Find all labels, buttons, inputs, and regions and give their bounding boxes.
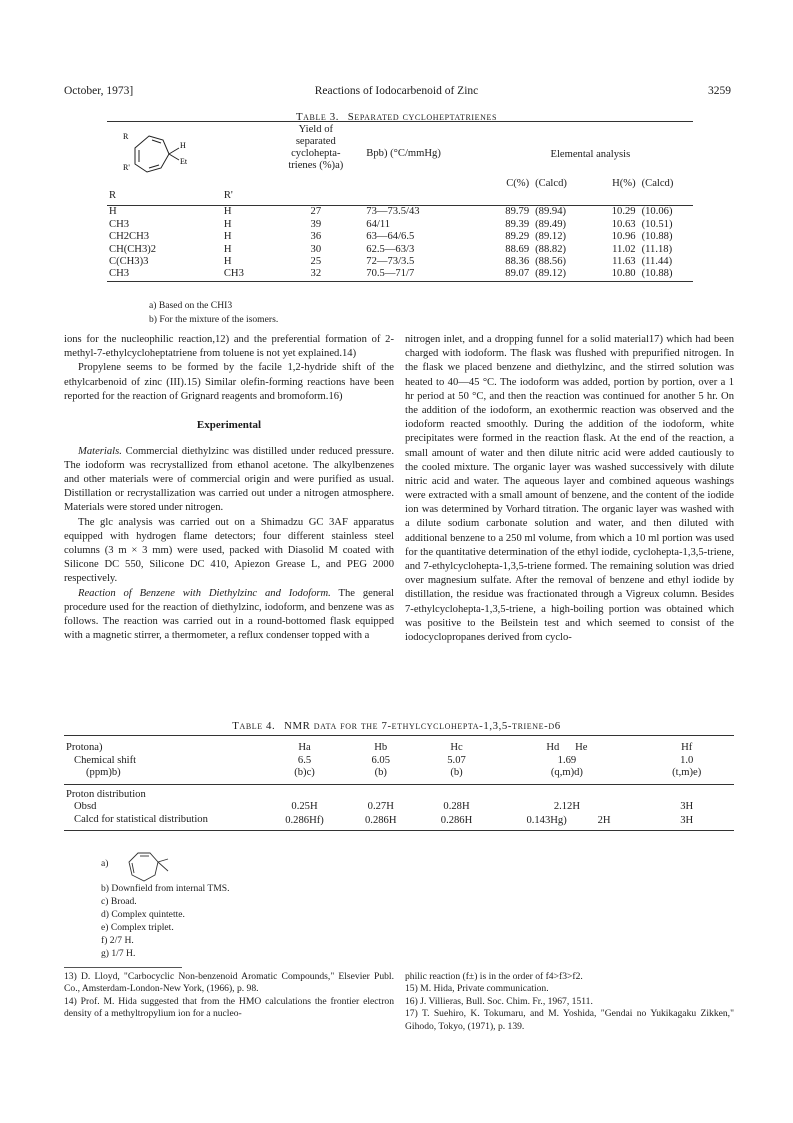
cell-h: 10.29 bbox=[611, 206, 636, 218]
table4-calcd-d: 0.143Hg) bbox=[494, 814, 568, 830]
cell-bp: 63—64/6.5 bbox=[366, 231, 415, 243]
cell-rprime: CH3 bbox=[222, 268, 275, 281]
cell-r: H bbox=[109, 206, 117, 218]
table4-shift-a: 6.5 bbox=[297, 754, 312, 766]
cell-c: 89.07 bbox=[488, 268, 531, 281]
paragraph-glc: The glc analysis was carried out on a Shimadzu GC 3AF apparatus equipped with hydrogen flame detectors; four different stainless steel columns (3 m × 3 mm) were used, packed with Diasolid M coated with Silicone DC 550, Silicone DC 410, Apiezon Grease L, and PEG 2000 respectively. bbox=[64, 516, 394, 585]
table4-shift-de: 1.69 bbox=[557, 754, 577, 766]
cell-rprime: H bbox=[223, 231, 232, 243]
cell-bp: 62.5—63/3 bbox=[366, 243, 415, 255]
table4-calcd-c: 0.286H bbox=[419, 814, 495, 830]
cell-bp: 64/11 bbox=[366, 218, 391, 230]
table4-obsd-de: 2.12H bbox=[553, 801, 581, 813]
table4-footnote-c: c) Broad. bbox=[101, 896, 137, 907]
cell-c: 89.39 bbox=[505, 218, 530, 230]
table4-caption-label: Table 4. bbox=[232, 720, 276, 732]
table4-row-proton bbox=[64, 736, 734, 755]
references-right bbox=[405, 971, 734, 1033]
paragraph-text: The general procedure used for the reaction of diethylzinc, iodoform, and benzene was as follows. The reaction was carried out in a round-bottomed flask equipped with a magnetic stirrer, a thermometer, a reflux condenser topped with a bbox=[64, 587, 394, 642]
table4-row-distribution bbox=[64, 784, 734, 801]
cell-h: 10.63 bbox=[611, 218, 636, 230]
table-row bbox=[107, 231, 693, 243]
table4-footnote-b: b) Downfield from internal TMS. bbox=[101, 883, 230, 894]
table3-header-r: R bbox=[107, 190, 222, 206]
paragraph: Propylene seems to be formed by the facile 1,2-hydride shift of the ethylcarbenoid of zinc (III).15) Similar olefin-forming reactions have been reported for the reaction of Grignard reagents and bromoform.16) bbox=[64, 362, 394, 402]
table4-mult-b: (b) bbox=[343, 767, 419, 784]
cell-h-calcd: (10.88) bbox=[638, 268, 693, 281]
structure-label-h: H bbox=[180, 141, 186, 150]
table-row bbox=[64, 814, 734, 830]
table4-caption bbox=[0, 719, 793, 733]
table4-calcd-e: 2H bbox=[569, 814, 640, 830]
table3-caption-label: Table 3. bbox=[295, 111, 340, 123]
table4-mult-de: (q,m)d) bbox=[494, 767, 639, 784]
reference-14-continued: philic reaction (f±) is in the order of f4>f3>f2. bbox=[405, 971, 583, 982]
structure-label-r: R bbox=[123, 132, 129, 141]
cell-h-calcd: (10.06) bbox=[641, 206, 673, 218]
cell-c: 88.36 bbox=[505, 256, 530, 268]
table4-calcd-a: 0.286Hf) bbox=[266, 814, 343, 830]
cell-h: 11.63 bbox=[612, 256, 636, 268]
cell-bp: 72—73/3.5 bbox=[366, 256, 415, 268]
table4-proton-c: Hc bbox=[419, 736, 495, 755]
table4-footnote-g: g) 1/7 H. bbox=[101, 948, 136, 959]
cell-c-calcd: (88.56) bbox=[535, 256, 567, 268]
cell-h: 11.02 bbox=[612, 243, 636, 255]
paragraph-reaction bbox=[64, 587, 394, 644]
table3-caption-title: Separated cycloheptatrienes bbox=[347, 111, 498, 123]
table-row bbox=[107, 256, 693, 268]
cell-bp: 70.5—71/7 bbox=[356, 268, 487, 281]
table4-footnote-d: d) Complex quintette. bbox=[101, 909, 185, 920]
reference-16: 16) J. Villieras, Bull. Soc. Chim. Fr., 1967, 1511. bbox=[405, 995, 593, 1007]
cell-c-calcd: (89.12) bbox=[535, 231, 567, 243]
table4-calcd-label: Calcd for statistical distribution bbox=[64, 814, 266, 830]
cell-c-calcd: (88.82) bbox=[535, 243, 567, 255]
table4-shift-label: Chemical shift bbox=[74, 754, 137, 766]
table3-footnote-a: a) Based on the CHI3 bbox=[149, 300, 233, 311]
table4-footnote-f: f) 2/7 H. bbox=[101, 935, 134, 946]
references-left bbox=[64, 971, 394, 1021]
table3-header-h-calcd: (Calcd) bbox=[641, 177, 674, 189]
table4-mult-f: (t,m)e) bbox=[639, 767, 734, 784]
paragraph: ions for the nucleophilic reaction,12) and the preferential formation of 2-methyl-7-ethylcycloheptatriene from toluene is not yet explained.14) bbox=[64, 334, 394, 360]
right-column bbox=[405, 333, 734, 645]
cell-c-calcd: (89.49) bbox=[535, 218, 567, 230]
table4-caption-title: NMR data for the 7-ethylcyclohepta-1,3,5-triene-d6 bbox=[284, 720, 561, 732]
table4-shift-f: 1.0 bbox=[680, 754, 694, 766]
cell-yield: 27 bbox=[310, 206, 322, 218]
table4-calcd-b: 0.286H bbox=[343, 814, 419, 830]
cell-c-calcd: (89.12) bbox=[531, 268, 584, 281]
cell-r: CH(CH3)2 bbox=[109, 243, 157, 255]
table4 bbox=[64, 735, 734, 831]
table4-obsd-a: 0.25H bbox=[291, 801, 318, 813]
table-row bbox=[107, 219, 693, 231]
table4-proton-de: Hd He bbox=[494, 736, 639, 755]
table4-footnote-e: e) Complex triplet. bbox=[101, 922, 174, 933]
table-row bbox=[64, 801, 734, 814]
table4-mult-c: (b) bbox=[419, 767, 495, 784]
table4-footnote-a: a) bbox=[101, 858, 109, 869]
table4-row-mult bbox=[64, 767, 734, 784]
structure-label-rprime: R' bbox=[123, 163, 130, 172]
cell-r: CH3 bbox=[109, 218, 130, 230]
paragraph: nitrogen inlet, and a dropping funnel for a solid material17) which had been charged with iodoform. The flask was flushed with prepurified nitrogen. In the flask we placed benzene and diethylzinc, and the stirred solution was heated to 40—45 °C. The iodoform was added, portion by portion, over a 1 hr period at 50 °C, and then the reaction was continued for another 5 hr. On the addition of the iodoform, an exothermic reaction was observed and the iodoform reacted smoothly. During the addition of the iodoform, white precipitates were formed in the reaction flask. At the end of the reaction, a small amount of water and then dilute nitric acid were added cautiously to the cooled mixture. The organic layer was washed successively with dilute nitric acid and water. The aqueous layer and combined aqueous washings were extracted with a small amount of benzene, and the content of the iodide ion was determined by Vorhard titration. The organic layer was washed with a dilute sodium carbonate solution and water, and then diluted with additional benzene to a 250 ml volume, from which a 10 ml portion was used for the quantitative determination of the ethyl iodide, cyclohepta-1,3,5-triene, and 7-ethylcyclohepta-1,3,5-triene formed. The remaining solution was dried over magnesium sulfate. After the removal of benzene and ethyl iodide by distillation, the residue was fractionated through a Vigreux column. Besides 7-ethylcyclohepta-1,3,5-triene, a high-boiling portion was obtained which was positive to the Beilstein test and which seemed to consist of the iodocyclopropanes derived from cyclo- bbox=[405, 334, 734, 643]
cell-h-calcd: (10.51) bbox=[641, 218, 673, 230]
cell-yield: 36 bbox=[310, 231, 322, 243]
reference-17: 17) T. Suehiro, K. Tokumaru, and M. Yoshida, "Gendai no Yukikagaku Zikken," Gihodo, Tokyo, (1971), p. 139. bbox=[405, 1008, 734, 1032]
table4-calcd-f: 3H bbox=[639, 814, 734, 830]
table4-proton-label: Protona) bbox=[64, 736, 266, 755]
page-number: 3259 bbox=[708, 85, 731, 97]
cell-h: 10.96 bbox=[611, 231, 636, 243]
cell-rprime: H bbox=[223, 218, 232, 230]
table3-header-rprime: R' bbox=[222, 190, 275, 206]
table4-obsd-label: Obsd bbox=[74, 801, 97, 813]
table3-header-elemental: Elemental analysis bbox=[488, 122, 693, 171]
cell-r: CH3 bbox=[107, 268, 222, 281]
table4-shift-b: 6.05 bbox=[371, 754, 391, 766]
section-title-experimental: Experimental bbox=[196, 418, 262, 431]
references-divider bbox=[64, 967, 182, 968]
cell-rprime: H bbox=[223, 256, 232, 268]
left-column bbox=[64, 333, 394, 643]
cell-c: 89.29 bbox=[505, 231, 530, 243]
table4-distribution-label: Proton distribution bbox=[66, 788, 146, 800]
running-header-title: Reactions of Iodocarbenoid of Zinc bbox=[314, 85, 479, 97]
table3-header-yield: Yield of separated cyclohepta-trienes (%)a) bbox=[275, 122, 356, 191]
reference-14: 14) Prof. M. Hida suggested that from the HMO calculations the frontier electron density of a methyltropylium ion for a nucleo- bbox=[64, 995, 394, 1020]
cell-h-calcd: (10.88) bbox=[641, 231, 673, 243]
cell-h-calcd: (11.44) bbox=[641, 256, 673, 268]
cell-r: CH2CH3 bbox=[109, 231, 150, 243]
table4-proton-f: Hf bbox=[639, 736, 734, 755]
table3-header-c-calcd: (Calcd) bbox=[535, 177, 567, 189]
table-row bbox=[107, 206, 693, 219]
table4-proton-a: Ha bbox=[266, 736, 343, 755]
table3-header-c: C(%) bbox=[506, 177, 530, 189]
table4-obsd-c: 0.28H bbox=[443, 801, 470, 813]
paragraph-text: Commercial diethylzinc was distilled under reduced pressure. The iodoform was recrystallized from ethanol acetone. The alkylbenzenes and other materials were of commercial origin and were purified as usual. Distillation or recrystallization was carried out under a nitrogen atmosphere. Materials were stored under nitrogen. bbox=[64, 445, 394, 514]
running-header-date: October, 1973] bbox=[64, 85, 134, 97]
table3-header-bp: Bpb) (°C/mmHg) bbox=[356, 122, 487, 191]
table4-mult-a: (b)c) bbox=[266, 767, 343, 784]
cell-c: 89.79 bbox=[505, 206, 530, 218]
table4-obsd-f: 3H bbox=[680, 801, 694, 813]
cycloheptatriene-structure bbox=[109, 130, 229, 182]
table3-footnote-b: b) For the mixture of the isomers. bbox=[149, 314, 279, 325]
reference-15: 15) M. Hida, Private communication. bbox=[405, 983, 549, 995]
cell-h-calcd: (11.18) bbox=[641, 243, 673, 255]
table3-header-h: H(%) bbox=[612, 177, 636, 189]
cell-h: 10.80 bbox=[585, 268, 638, 281]
paragraph-runin-head: Reaction of Benzene with Diethylzinc and Iodoform. bbox=[78, 587, 331, 599]
table4-row-shift bbox=[64, 755, 734, 768]
cell-yield: 25 bbox=[310, 256, 322, 268]
cell-r: C(CH3)3 bbox=[109, 256, 149, 268]
table4-obsd-b: 0.27H bbox=[367, 801, 394, 813]
table4-shift-c: 5.07 bbox=[447, 754, 466, 766]
cell-yield: 30 bbox=[310, 243, 322, 255]
cell-rprime: H bbox=[223, 206, 232, 218]
table3-structure-cell bbox=[107, 122, 275, 191]
cell-c: 88.69 bbox=[505, 243, 530, 255]
cell-yield: 39 bbox=[310, 218, 322, 230]
table4-ppm-label: (ppm)b) bbox=[64, 767, 266, 784]
paragraph-runin-head: Materials. bbox=[78, 445, 122, 457]
table3 bbox=[107, 121, 693, 282]
cell-yield: 32 bbox=[275, 268, 356, 281]
cell-rprime: H bbox=[223, 243, 232, 255]
structure-label-et: Et bbox=[180, 157, 188, 166]
cell-c-calcd: (89.94) bbox=[535, 206, 567, 218]
paragraph-materials bbox=[64, 445, 394, 516]
table-row bbox=[107, 244, 693, 256]
table-row bbox=[107, 268, 693, 281]
ethylcycloheptatriene-structure bbox=[122, 849, 202, 887]
cell-bp: 73—73.5/43 bbox=[366, 206, 420, 218]
reference-13: 13) D. Lloyd, "Carbocyclic Non-benzenoid Aromatic Compounds," Elsevier Publ. Co., Amsterdam-London-New York, (1966), p. 98. bbox=[64, 971, 394, 995]
table4-proton-b: Hb bbox=[343, 736, 419, 755]
